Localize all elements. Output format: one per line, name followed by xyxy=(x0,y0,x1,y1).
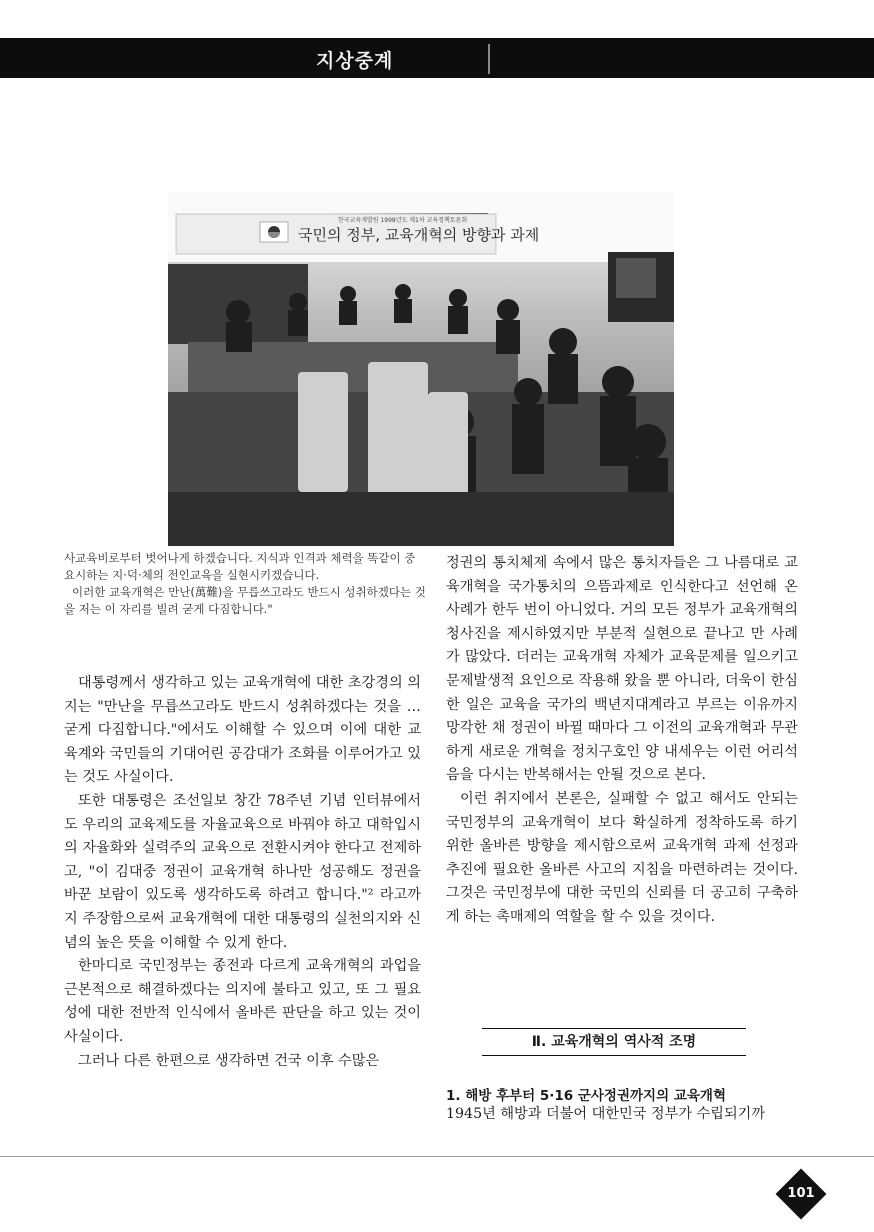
page-number: 101 xyxy=(787,1186,815,1201)
subsection-heading: 1. 해방 후부터 5·16 군사정권까지의 교육개혁 xyxy=(446,1088,726,1104)
paragraph: 정권의 통치체제 속에서 많은 통치자들은 그 나름대로 교육개혁을 국가통치의 으뜸과제로 인식한다고 선언해 온 사례가 한두 번이 아니었다. 거의 모든 정부가 교육개혁의 청사진을 제시하였지만 부분적 실현으로 끝나고 만 사례가 많았다. 더러는 교육개혁 자체가 교육문제를 일으키고 문제발생적 요인으로 작용해 왔을 뿐 아니라, 더욱이 한심한 일은 교육을 국가의 백년지대계라고 부르는 이유까지 망각한 채 정권이 바뀔 때마다 그 이전의 교육개혁과 무관하게 새로운 개혁을 정치구호인 양 내세우는 이런 어리석음을 다시는 반복해서는 안될 것으로 본다. xyxy=(446,555,798,784)
photo-banner-small: 한국교육개발원 1998년도 제1차 교육정책토론회 xyxy=(338,217,468,224)
paragraph: 한마디로 국민정부는 종전과 다르게 교육개혁의 과업을 근본적으로 해결하겠다는 의지에 불타고 있고, 또 그 필요성에 대한 전반적 인식에서 올바른 판단을 하고 있는 것이 사실이다. xyxy=(64,958,421,1045)
left-column xyxy=(64,672,421,1073)
photo-banner-title: 국민의 정부, 교육개혁의 방향과 과제 xyxy=(298,226,540,244)
paragraph-start: 1945년 해방과 더불어 대한민국 정부가 수립되기까 xyxy=(446,1106,766,1122)
section-heading: Ⅱ. 교육개혁의 역사적 조명 xyxy=(482,1028,746,1056)
section-header-title: 지상중계 xyxy=(316,50,394,72)
header-divider xyxy=(488,44,490,74)
paragraph: 또한 대통령은 조선일보 창간 78주년 기념 인터뷰에서도 우리의 교육제도를 자율교육으로 바꿔야 하고 대학입시의 자율화와 실력주의 교육으로 전환시켜야 한다고 전제하고, "이 김대중 정권이 교육개혁 하나만 성공해도 정권을 바꾼 보람이 있도록 생각하도록 하려고 합니다."² 라고까지 주장함으로써 교육개혁에 대한 대통령의 실천의지와 신념의 높은 뜻을 이해할 수 있게 한다. xyxy=(64,792,421,951)
caption-line: 이러한 교육개혁은 만난(萬難)을 무릅쓰고라도 반드시 성취하겠다는 것을 저는 이 자리를 빌려 굳게 다짐합니다." xyxy=(64,585,426,616)
conference-photo xyxy=(168,192,674,546)
section-header-bar xyxy=(0,38,874,78)
photo-caption xyxy=(64,550,426,618)
paragraph: 대통령께서 생각하고 있는 교육개혁에 대한 초강경의 의지는 "만난을 무릅쓰고라도 반드시 성취하겠다는 것을 … 굳게 다짐합니다."에서도 이해할 수 있으며 이에 대한 교육계와 국민들의 기대어린 공감대가 조화를 이루어가고 있는 것도 사실이다. xyxy=(64,675,421,786)
caption-line: 사교육비로부터 벗어나게 하겠습니다. 지식과 인격과 체력을 똑같이 중요시하는 지·덕·체의 전인교육을 실현시키겠습니다. xyxy=(64,551,416,582)
korean-flag-icon xyxy=(260,222,288,242)
right-column xyxy=(446,552,798,930)
paragraph: 이런 취지에서 본론은, 실패할 수 없고 해서도 안되는 국민정부의 교육개혁이 보다 확실하게 정착하도록 하기 위한 올바른 방향을 제시함으로써 교육개혁 과제 선정과 추진에 필요한 올바른 사고의 지침을 마련하려는 것이다. 그것은 국민정부에 대한 국민의 신뢰를 더 공고히 구축하게 하는 촉매제의 역할을 할 수 있을 것이다. xyxy=(446,790,798,925)
footer-rule xyxy=(0,1156,874,1157)
paragraph: 그러나 다른 한편으로 생각하면 건국 이후 수많은 xyxy=(78,1052,380,1069)
